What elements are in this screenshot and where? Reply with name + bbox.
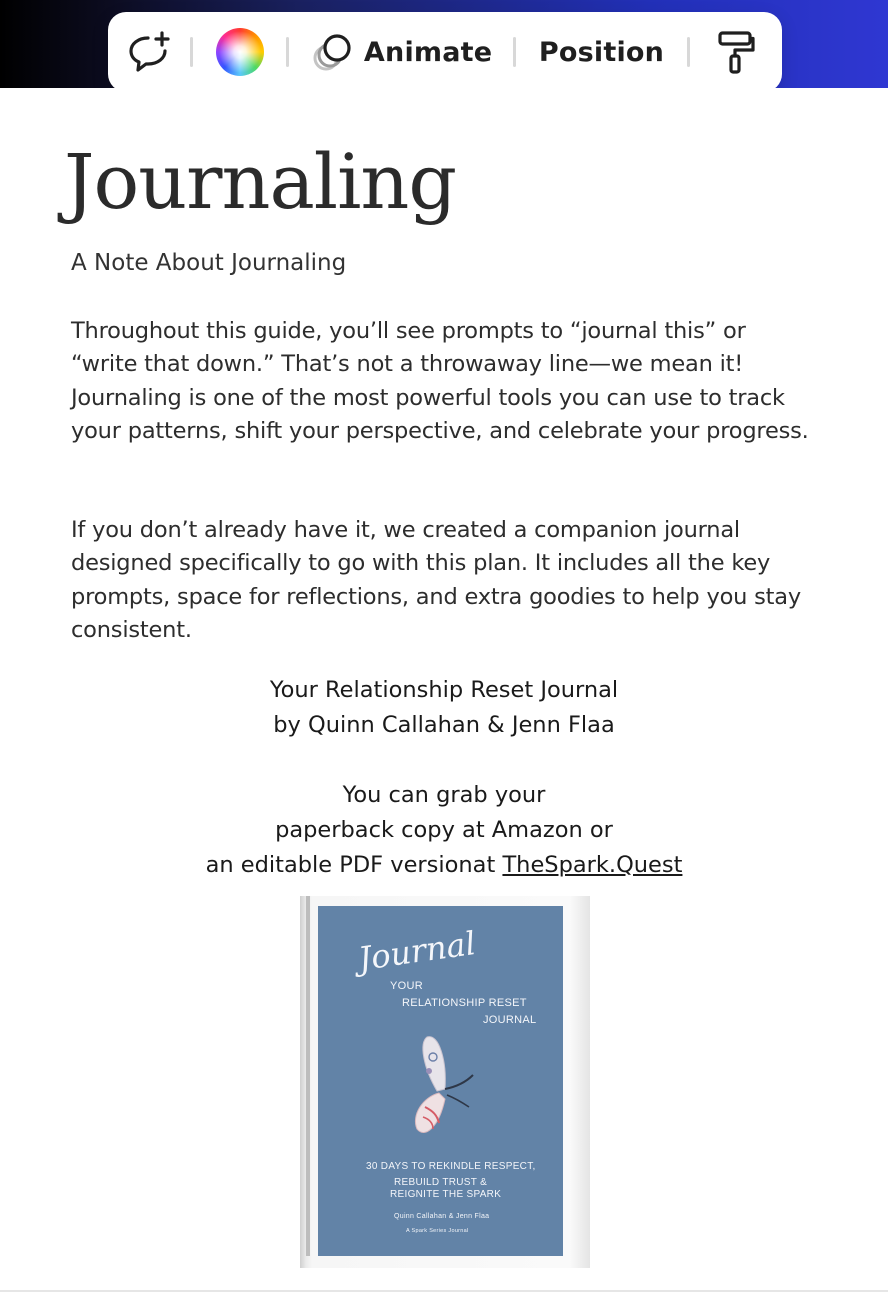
purchase-info — [0, 778, 888, 883]
animate-label: Animate — [363, 36, 493, 68]
body-paragraph: If you don’t already have it, we created a companion journal designed specifically to go with this plan. It includes all the key prompts, space for reflections, and extra goodies to help you stay consistent. — [71, 517, 802, 644]
copy-style-button[interactable] — [690, 12, 782, 92]
position-button[interactable] — [516, 12, 687, 92]
thesparkquest-link[interactable]: TheSpark.Quest — [502, 852, 683, 878]
journal-book-image — [300, 896, 590, 1268]
grab-line: paperback copy at Amazon or — [275, 817, 613, 843]
body-paragraph: Throughout this guide, you’ll see prompts to “journal this” or “write that down.” That’s not a throwaway line—we mean it! Journaling is one of the most powerful tools you can use to track your patterns, shift your perspective, and celebrate your progress. — [71, 318, 809, 445]
grab-line — [0, 848, 888, 883]
color-button[interactable] — [193, 12, 287, 92]
page-title: Journaling — [64, 137, 456, 226]
journal-authors: by Quinn Callahan & Jenn Flaa — [273, 712, 615, 738]
cover-authors: Quinn Callahan & Jenn Flaa — [394, 1213, 490, 1220]
cover-tagline-2: REBUILD TRUST & — [394, 1177, 488, 1188]
cover-script-title: Journal — [355, 923, 478, 979]
journal-info — [0, 673, 888, 743]
journal-title: Your Relationship Reset Journal — [269, 677, 619, 703]
add-comment-button[interactable] — [108, 12, 190, 92]
butterfly-illustration — [393, 1031, 503, 1151]
color-wheel-icon — [216, 28, 264, 76]
cover-line-2: RELATIONSHIP RESET — [402, 997, 527, 1009]
page-subtitle: A Note About Journaling — [71, 250, 347, 276]
position-label: Position — [538, 36, 665, 68]
book-spine — [306, 896, 310, 1256]
animate-button[interactable] — [289, 12, 512, 92]
comment-plus-icon — [126, 30, 172, 74]
book-cover — [318, 906, 563, 1256]
grab-line-text: an editable PDF versionat — [205, 852, 503, 878]
cover-line-3: JOURNAL — [483, 1014, 537, 1026]
grab-line: You can grab your — [342, 782, 546, 808]
cover-series: A Spark Series Journal — [406, 1228, 469, 1234]
document-page — [0, 88, 888, 1292]
animate-icon — [310, 30, 356, 74]
cover-line-1: YOUR — [390, 980, 423, 992]
cover-tagline-3: REIGNITE THE SPARK — [390, 1189, 502, 1200]
paint-roller-icon — [716, 29, 756, 75]
floating-toolbar — [108, 12, 782, 92]
cover-tagline-1: 30 DAYS TO REKINDLE RESPECT, — [366, 1161, 536, 1172]
